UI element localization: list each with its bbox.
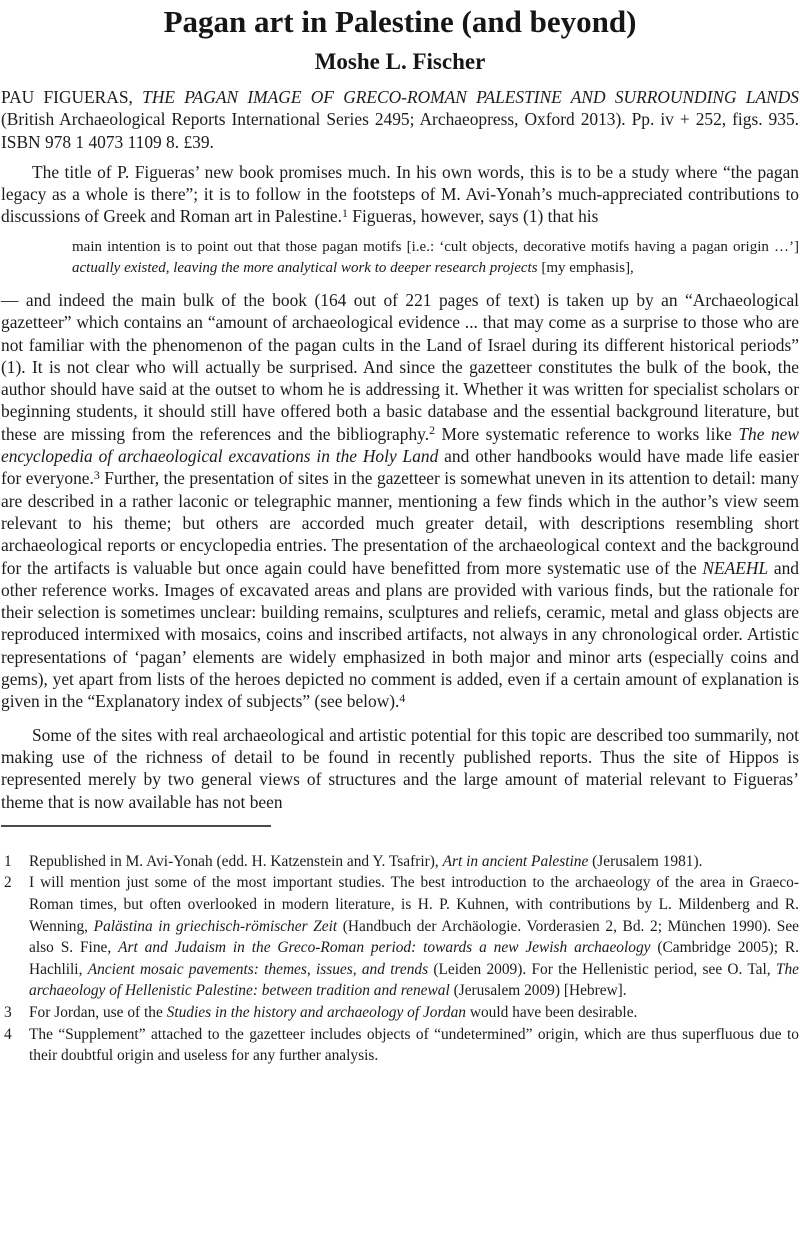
footnote-item bbox=[1, 872, 799, 1002]
paragraph-gazetteer: — and indeed the main bulk of the book (164 out of 221 pages of text) is taken up by an “Archaeological gazetteer” which contains an “amount of archaeological evidence ... that may come as a surprise to those who are not familiar with the phenomenon of the pagan cults in the Land of Israel during its different historical periods” (1). It is not clear who will actually be surprised. And since the gazetteer constitutes the bulk of the book, the author should have said at the outset to whom he is addressing it. Whether it was written for specialist scholars or beginning students, it should still have offered both a basic database and the essential background literature, but these are missing from the references and the bibliography.$^2$ More systematic reference to works like The new encyclopedia of archaeological excavations in the Holy Land and other handbooks would have made life easier for everyone.$^3$ Further, the presentation of sites in the gazetteer is somewhat uneven in its attention to detail: many are described in a rather laconic or telegraphic manner, mentioning a few finds which in the author’s view seem relevant to his theme; but others are accorded much greater detail, with descriptions resembling short archaeological reports or encyclopedia entries. The presentation of the archaeological context and the background for the artifacts is valuable but once again could have benefitted from more systematic use of the NEAEHL and other reference works. Images of excavated areas and plans are provided with various finds, but the rationale for their selection is sometimes unclear: building remains, sculptures and reliefs, ceramic, metal and glass objects are reproduced intermixed with mosaics, coins and inscribed artifacts, not always in any chronological order. Artistic representations of ‘pagan’ elements are widely emphasized in both major and minor arts (especially coins and gems), yet apart from lists of the heroes depicted no comment is added, even if a certain amount of explanation is given in the “Explanatory index of subjects” (see below).$^4$ bbox=[1, 289, 799, 712]
book-citation: PAU FIGUERAS, THE PAGAN IMAGE OF GRECO-ROMAN PALESTINE AND SURROUNDING LANDS (British Archaeological Reports International Series 2495; Archaeopress, Oxford 2013). Pp. iv + 252, figs. 935. ISBN 978 1 4073 1109 8. £39. bbox=[1, 87, 799, 152]
article-header bbox=[1, 3, 799, 76]
footnote-text: For Jordan, use of the Studies in the history and archaeology of Jordan would have been desirable. bbox=[29, 1003, 638, 1021]
footnote-separator-rule bbox=[1, 825, 271, 827]
footnote-text: I will mention just some of the most important studies. The best introduction to the archaeology of the area in Graeco-Roman times, but often overlooked in modern literature, is H. P. Kuhnen, with contributions by L. Mildenberg and R. Wenning, Palästina in griechisch-römischer Zeit (Handbuch der Archäologie. Vorderasien 2, Bd. 2; München 1990). See also S. Fine, Art and Judaism in the Greco-Roman period: towards a new Jewish archaeology (Cambridge 2005); R. Hachlili, Ancient mosaic pavements: themes, issues, and trends (Leiden 2009). For the Hellenistic period, see O. Tal, The archaeology of Hellenistic Palestine: between tradition and renewal (Jerusalem 2009) [Hebrew]. bbox=[29, 874, 799, 1000]
paragraph-sites: Some of the sites with real archaeological and artistic potential for this topic are described too summarily, not making use of the richness of detail to be found in recently published reports. Thus the site of Hippos is represented merely by two general views of structures and the large amount of material relevant to Figueras’ theme that is now available has not been bbox=[1, 724, 799, 812]
footnote-item bbox=[1, 851, 799, 873]
footnote-number: 3 bbox=[4, 1003, 12, 1021]
footnotes-section bbox=[1, 825, 799, 1067]
block-quote: main intention is to point out that those pagan motifs [i.e.: ‘cult objects, decorative motifs having a pagan origin …’] actually existed, leaving the more analytical work to deeper research projects [my emphasis], bbox=[72, 238, 799, 277]
footnote-number: 1 bbox=[4, 852, 12, 870]
article-author: Moshe L. Fischer bbox=[314, 49, 486, 74]
footnote-text: Republished in M. Avi-Yonah (edd. H. Katzenstein and Y. Tsafrir), Art in ancient Palestine (Jerusalem 1981). bbox=[29, 852, 703, 870]
footnote-item bbox=[1, 1002, 799, 1024]
footnote-number: 2 bbox=[4, 874, 12, 892]
footnote-item bbox=[1, 1024, 799, 1067]
footnote-text: The “Supplement” attached to the gazetteer includes objects of “undetermined” origin, which are thus superfluous due to their doubtful origin and useless for any further analysis. bbox=[29, 1025, 799, 1065]
footnote-number: 4 bbox=[4, 1025, 12, 1043]
paragraph-intro: The title of P. Figueras’ new book promises much. In his own words, this is to be a study where “the pagan legacy as a whole is there”; it is to follow in the footsteps of M. Avi-Yonah’s much-appreciated contributions to discussions of Greek and Roman art in Palestine.$^1$ Figueras, however, says (1) that his bbox=[1, 161, 799, 227]
article-title: Pagan art in Palestine (and beyond) bbox=[163, 4, 637, 39]
